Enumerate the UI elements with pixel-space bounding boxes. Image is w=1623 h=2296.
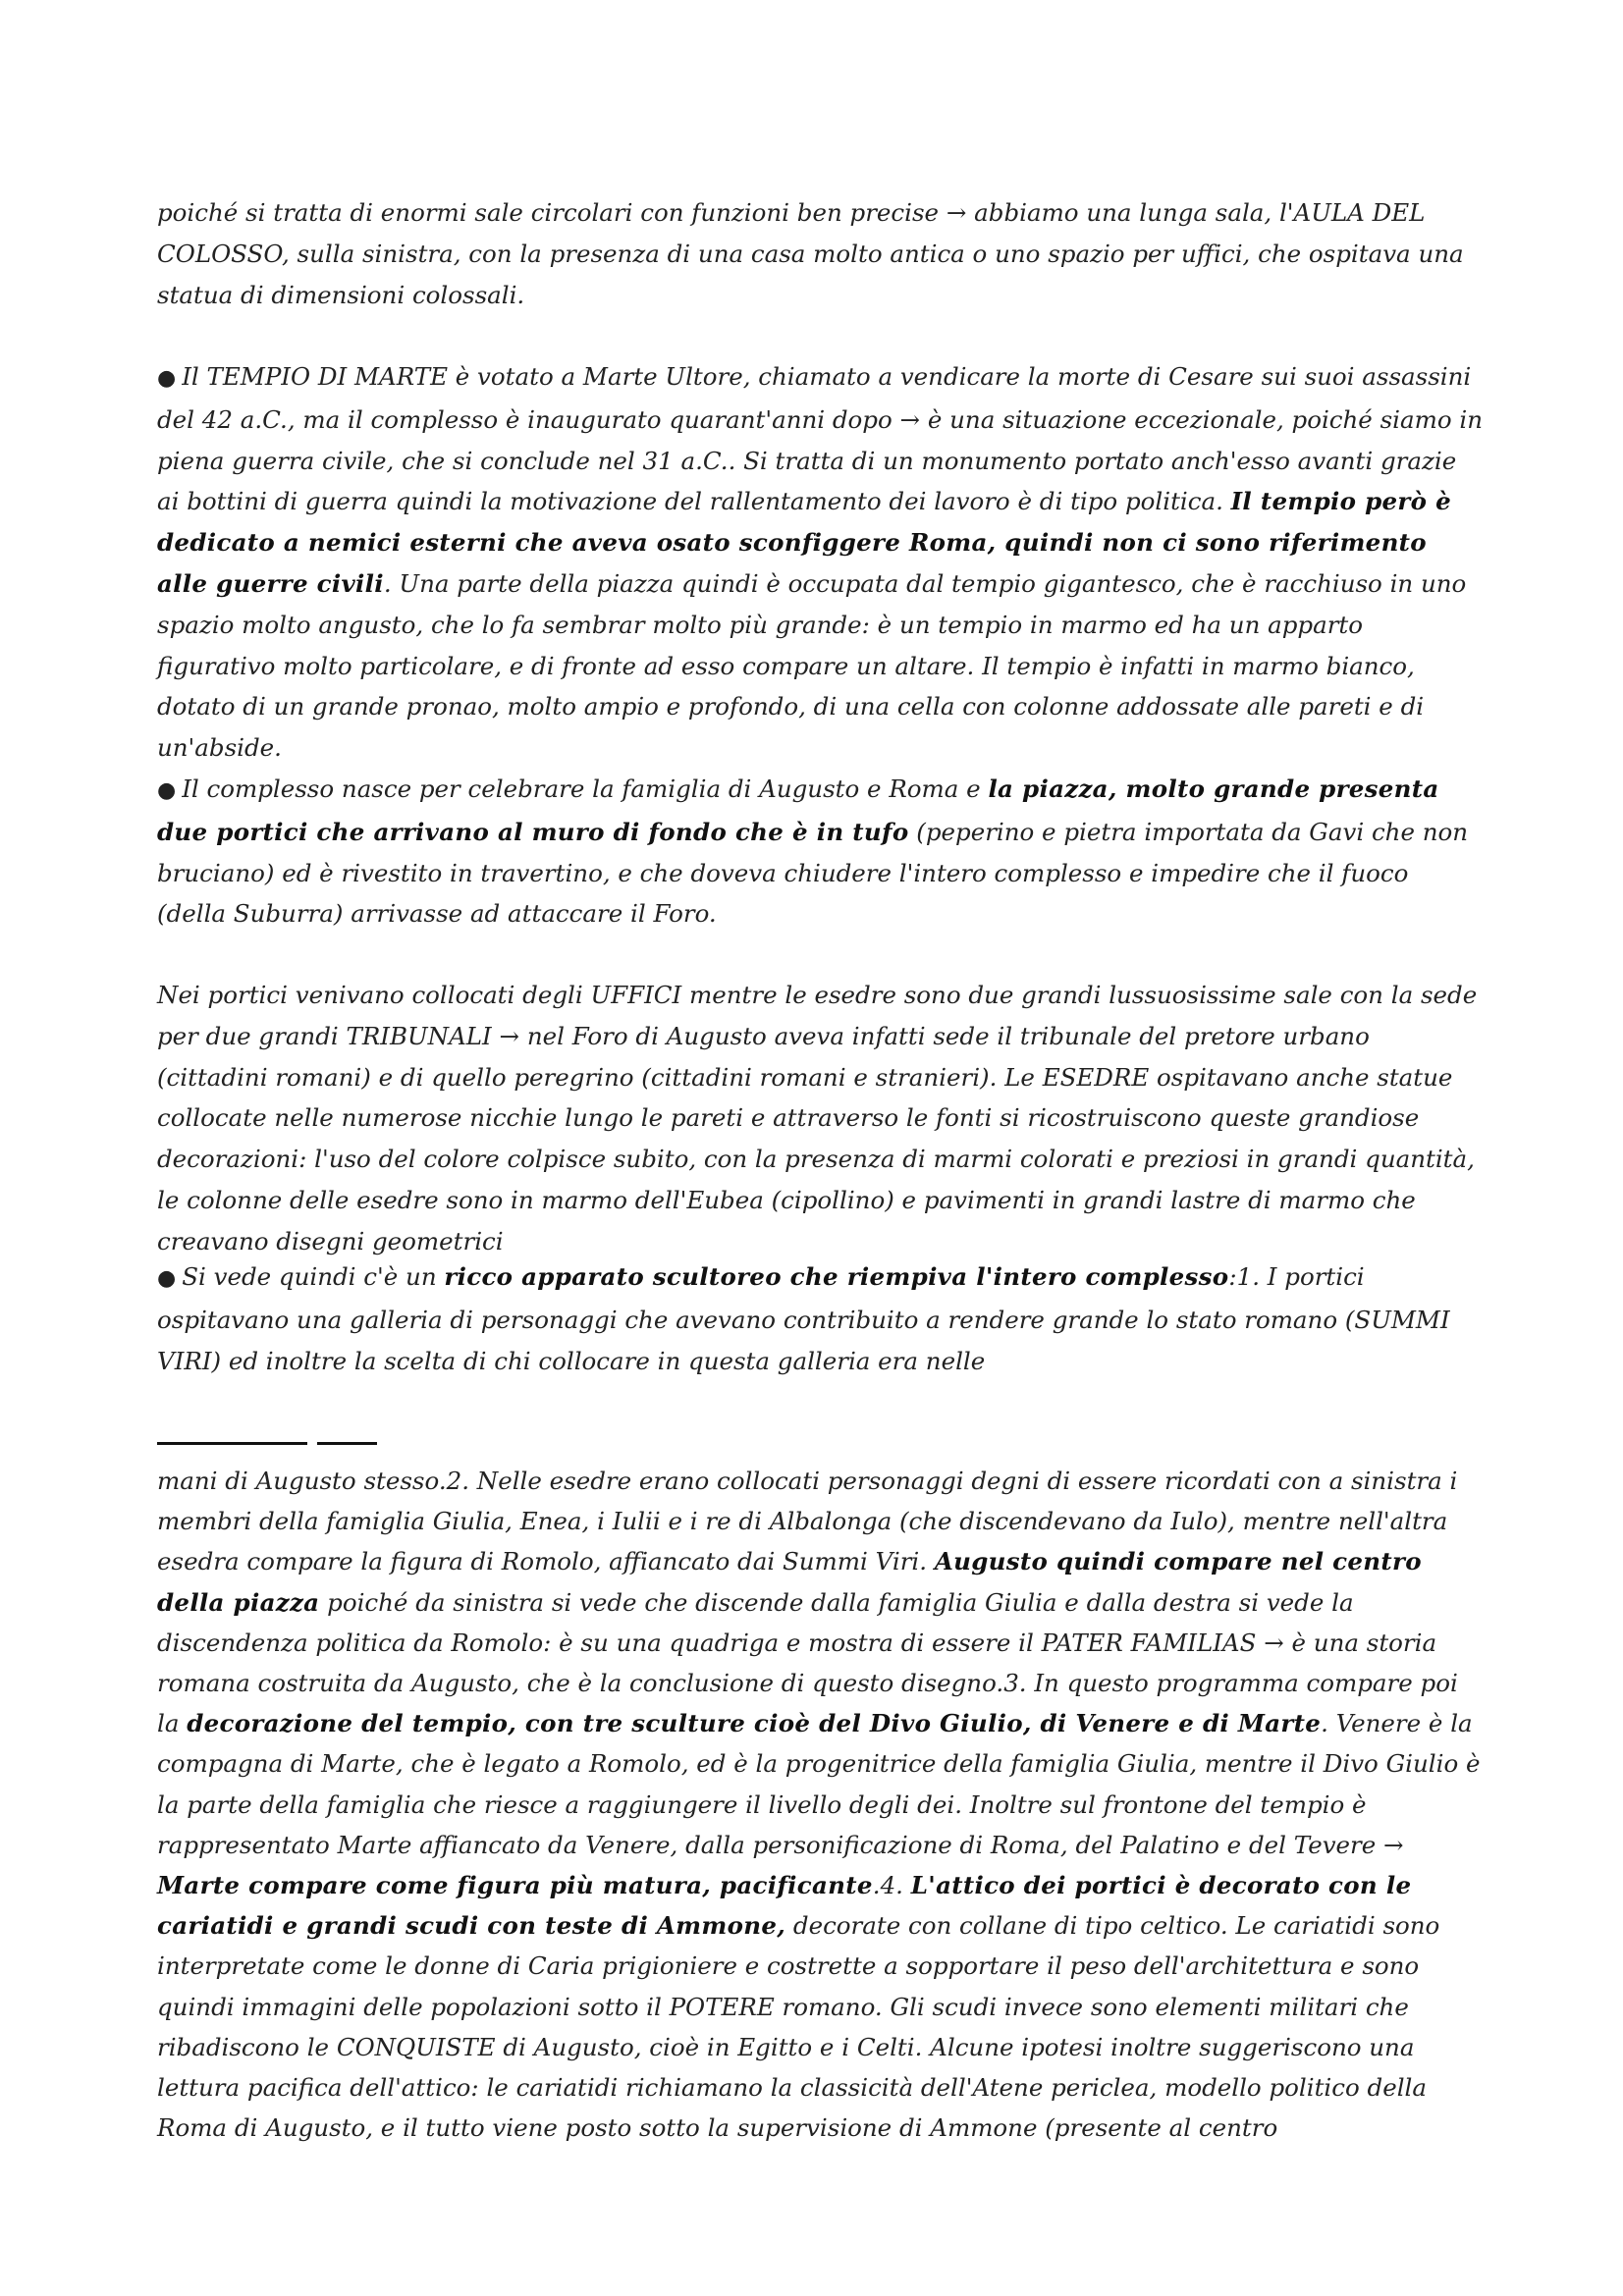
paragraph-text: :1. I portici ospitavano una galleria di personaggi che avevano contribuito a rendere grande lo stato romano (SUMMI VIRI) ed inoltre la scelta di chi collocare in questa galleria era nelle	[157, 1262, 1450, 1375]
paragraph-text: Il complesso nasce per celebrare la famiglia di Augusto e Roma e	[182, 774, 989, 803]
highlighted-text: la piazza, molto grande presenta due portici che arrivano al muro di fondo che è in tufo	[157, 774, 1439, 846]
paragraph-text: . Una parte della piazza quindi è occupata dal tempio gigantesco, che è racchiuso in uno spazio molto angusto, che lo fa sembrar molto più grande: è un tempio in marmo ed ha un apparto figurativo molto particolare, e di fronte ad esso compare un altare. Il tempio è infatti in marmo bianco, dotato di un grande pronao, molto ampio e profondo, di una cella con colonne addossate alle pareti e di un'abside.	[157, 568, 1467, 763]
paragraph-text: . Venere è la compagna di Marte, che è legato a Romolo, ed è la progenitrice della famiglia Giulia, mentre il Divo Giulio è la parte della famiglia che riesce a raggiungere il livello degli dei. Inoltre sul frontone del tempio è rappresentato Marte affiancato da Venere, dalla personificazione di Roma, del Palatino e del Tevere →	[157, 1709, 1481, 1859]
paragraph-text: .4.	[872, 1871, 911, 1900]
paragraph-text: Si vede quindi c'è un	[182, 1262, 445, 1291]
paragraph-portici-esedre	[157, 975, 1483, 1262]
footnote-separator-rule	[317, 1442, 377, 1445]
highlighted-text: L'attico dei portici è decorato con le cariatidi e grandi scudi con teste di Ammone,	[157, 1871, 1412, 1941]
bullet-icon: ●	[157, 1266, 177, 1291]
paragraph-text: mani di Augusto stesso.2. Nelle esedre erano collocati personaggi degni di essere ricordati con a sinistra i membri della famiglia Giulia, Enea, i Iulii e i re di Albalonga (che discendevano da Iulo), mentre nell'altra esedra compare la figura di Romolo, affiancato dai Summi Viri.	[157, 1467, 1458, 1576]
paragraph-text: Il TEMPIO DI MARTE è votato a Marte Ultore, chiamato a vendicare la morte di Cesare sui suoi assassini del 42 a.C., ma il complesso è inaugurato quarant'anni dopo → è una situazione eccezionale, poiché siamo in piena guerra civile, che si conclude nel 31 a.C.. Si tratta di un monumento portato anch'esso avanti grazie ai bottini di guerra quindi la motivazione del rallentamento dei lavoro è di tipo politica.	[157, 362, 1483, 516]
paragraph-aula-del-colosso	[157, 192, 1483, 315]
paragraph-tempio-di-marte	[157, 356, 1483, 769]
paragraph-apparato-scultoreo	[157, 1256, 1483, 1381]
bullet-icon: ●	[157, 778, 177, 803]
footnote-separator-rule	[157, 1442, 307, 1445]
highlighted-text: Marte compare come figura più matura, pacificante	[157, 1871, 873, 1900]
paragraph-text: (peperino e pietra importata da Gavi che non bruciano) ed è rivestito in travertino, e che doveva chiudere l'intero complesso e impedire che il fuoco (della Suburra) arrivasse ad attaccare il Foro.	[157, 817, 1469, 929]
highlighted-text: Augusto quindi compare nel centro della piazza	[157, 1547, 1422, 1617]
paragraph-text: Nei portici venivano collocati degli UFFICI mentre le esedre sono due grandi lussuosissime sale con la sede per due grandi TRIBUNALI → nel Foro di Augusto aveva infatti sede il tribunale del pretore urbano (cittadini romani) e di quello peregrino (cittadini romani e stranieri). Le ESEDRE ospitavano anche statue collocate nelle numerose nicchie lungo le pareti e attraverso le fonti si ricostruiscono queste grandiose decorazioni: l'uso del colore colpisce subito, con la presenza di marmi colorati e preziosi in grandi quantità, le colonne delle esedre sono in marmo dell'Eubea (cipollino) e pavimenti in grandi lastre di marmo che creavano disegni geometrici	[157, 981, 1478, 1255]
paragraph-programma-decorativo	[157, 1461, 1483, 2148]
bullet-icon: ●	[157, 366, 177, 391]
highlighted-text: ricco apparato scultoreo che riempiva l'intero complesso	[444, 1262, 1229, 1291]
highlighted-text: Il tempio però è dedicato a nemici esterni che aveva osato sconfiggere Roma, quindi non ci sono riferimento alle guerre civili	[157, 487, 1451, 598]
paragraph-text: poiché si tratta di enormi sale circolari con funzioni ben precise → abbiamo una lunga sala, l'AULA DEL COLOSSO, sulla sinistra, con la presenza di una casa molto antica o uno spazio per uffici, che ospitava una statua di dimensioni colossali.	[157, 198, 1464, 309]
paragraph-piazza	[157, 769, 1483, 934]
highlighted-text: decorazione del tempio, con tre sculture cioè del Divo Giulio, di Venere e di Marte	[187, 1709, 1322, 1738]
paragraph-text: decorate con collane di tipo celtico. Le cariatidi sono interpretate come le donne di Caria prigioniere e costrette a sopportare il peso dell'architettura e sono quindi immagini delle popolazioni sotto il POTERE romano. Gli scudi invece sono elementi militari che ribadiscono le CONQUISTE di Augusto, cioè in Egitto e i Celti. Alcune ipotesi inoltre suggeriscono una lettura pacifica dell'attico: le cariatidi richiamano la classicità dell'Atene periclea, modello politico della Roma di Augusto, e il tutto viene posto sotto la supervisione di Ammone (presente al centro	[157, 1911, 1440, 2143]
paragraph-text: poiché da sinistra si vede che discende dalla famiglia Giulia e dalla destra si vede la discendenza politica da Romolo: è su una quadriga e mostra di essere il PATER FAMILIAS → è una storia romana costruita da Augusto, che è la conclusione di questo disegno.3. In questo programma compare poi la	[157, 1587, 1458, 1738]
